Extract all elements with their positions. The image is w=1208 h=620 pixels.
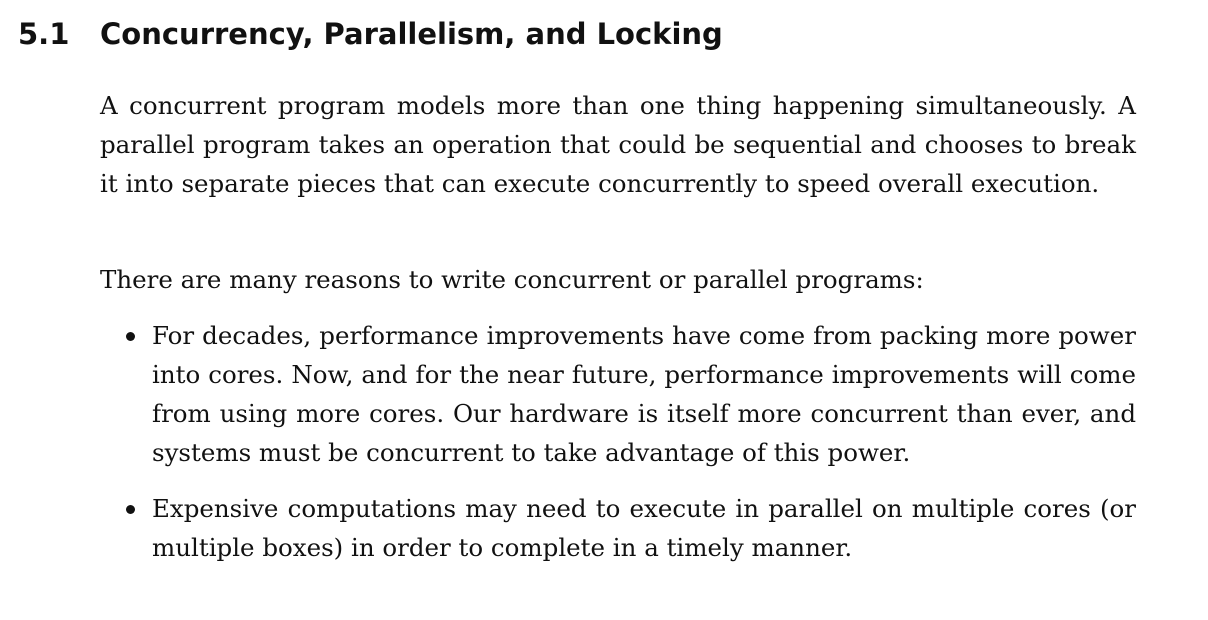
section-heading [18, 14, 1138, 58]
bullet-icon [126, 505, 135, 514]
section-title: Concurrency, Parallelism, and Locking [100, 17, 723, 51]
reasons-bullet-list [100, 316, 1136, 584]
list-item [100, 316, 1136, 472]
paragraph-concurrent-vs-parallel: A concurrent program models more than one thing happening simultaneously. A parallel program takes an operation that could be sequential and chooses to break it into separate pieces that can execute concurrently to speed overall execution. [100, 91, 1136, 198]
bullet-text: Expensive computations may need to execute in parallel on multiple cores (or multiple boxes) in order to complete in a timely manner. [152, 494, 1136, 562]
bullet-text: For decades, performance improvements have come from packing more power into cores. Now, and for the near future, performance improvements will come from using more cores. Our hardware is itself more concurrent than ever, and systems must be concurrent to take advantage of this power. [152, 321, 1136, 467]
paragraph-reasons-intro: There are many reasons to write concurrent or parallel programs: [100, 265, 924, 294]
list-item [100, 489, 1136, 567]
bullet-icon [126, 332, 135, 341]
section-number: 5.1 [18, 17, 70, 51]
